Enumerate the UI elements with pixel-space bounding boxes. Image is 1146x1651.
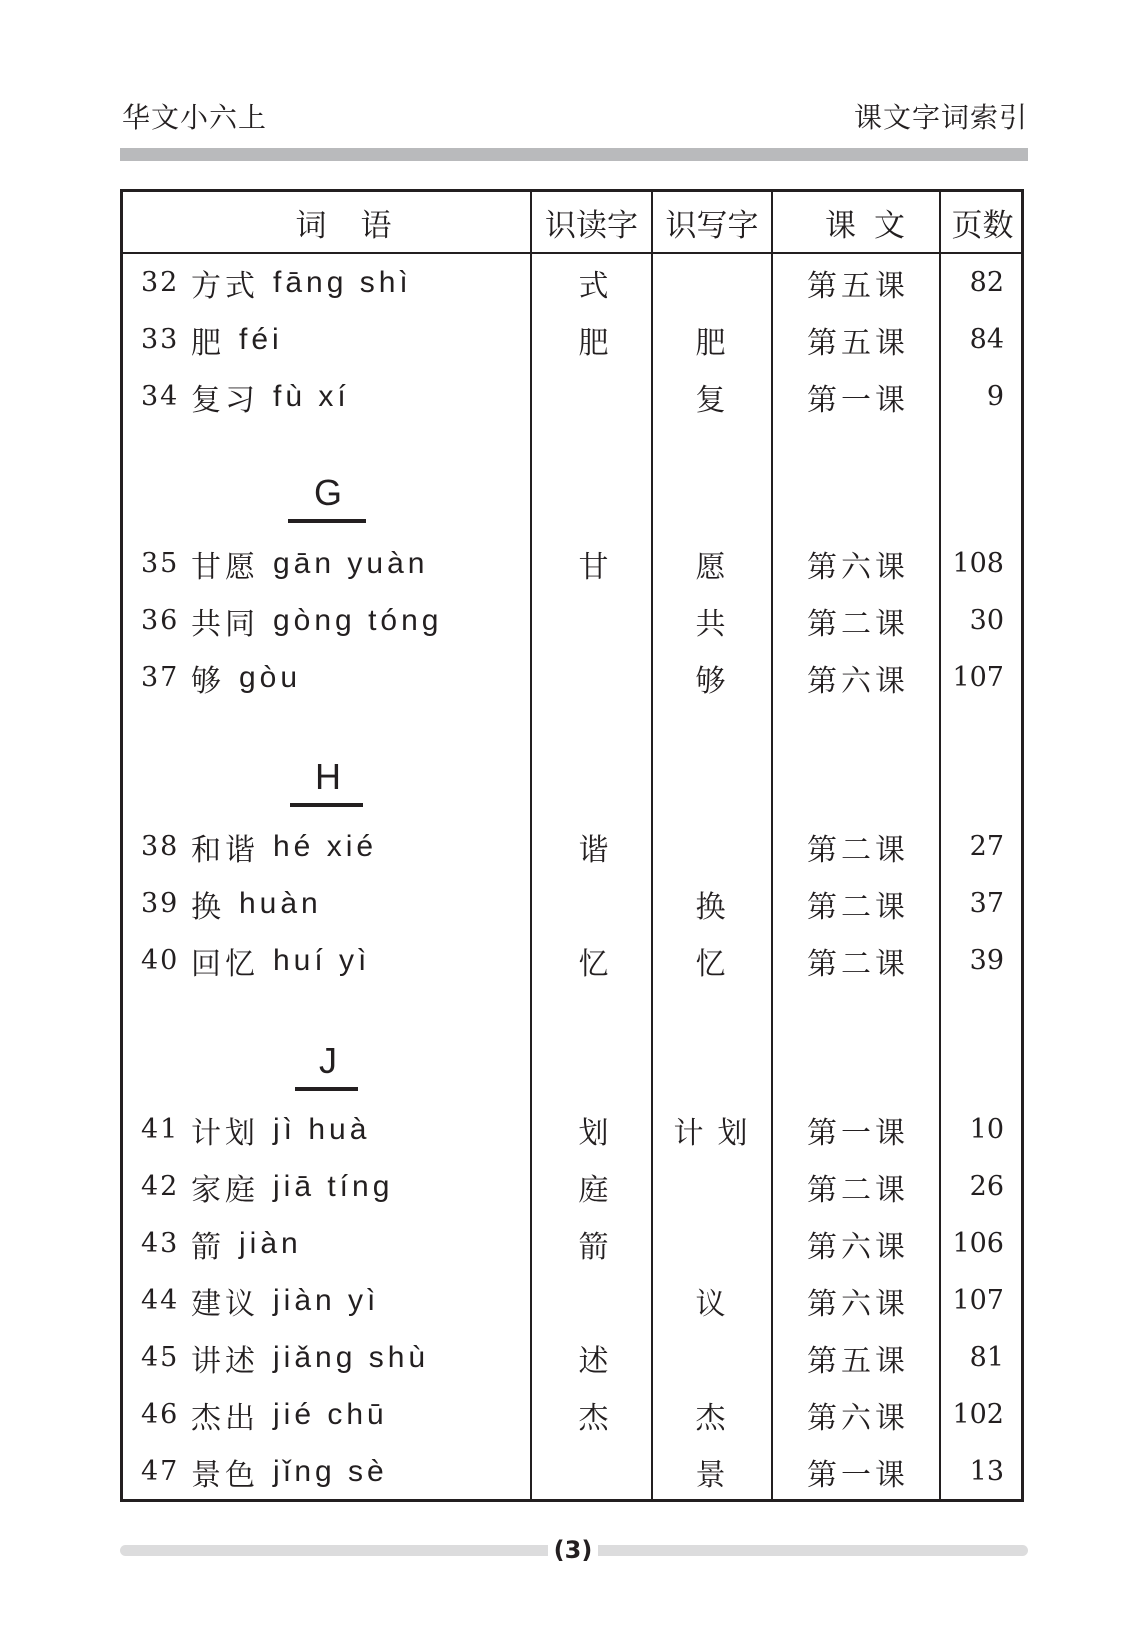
entry-number: 38: [141, 831, 180, 862]
page-ref: 39: [969, 945, 1004, 976]
lesson: 第二课: [807, 832, 909, 868]
entry-hanzi: 共同: [191, 606, 259, 642]
entry-word: [191, 1101, 370, 1158]
entry-word: [191, 1215, 302, 1272]
entry-word: [191, 1386, 388, 1443]
write-char: 计划: [673, 1115, 762, 1151]
lesson: 第一课: [807, 382, 909, 418]
write-char: [654, 1215, 774, 1272]
entry-number: 32: [141, 267, 180, 298]
entry-word: [191, 932, 370, 989]
entry-pinyin: jiǎng shù: [273, 1340, 430, 1374]
entry-word: [191, 649, 301, 706]
write-char: 肥: [695, 325, 740, 361]
letter-section-heading: [123, 748, 533, 818]
book-title: 华文小六上: [122, 101, 268, 134]
entry-pinyin: gòng tóng: [273, 603, 443, 637]
write-char: [654, 1158, 774, 1215]
read-char: 庭: [578, 1172, 609, 1208]
read-char: [533, 592, 654, 649]
lesson: 第六课: [807, 1286, 909, 1322]
column-header-read-char: 识读字: [545, 207, 638, 244]
read-char: 甘: [578, 549, 609, 585]
table-row: [123, 1443, 1021, 1500]
entry-hanzi: 方式: [191, 268, 259, 304]
entry-number: 35: [141, 548, 180, 579]
entry-pinyin: hé xié: [273, 829, 378, 863]
entry-number: 43: [141, 1228, 180, 1259]
page-ref: 84: [969, 324, 1004, 355]
page-ref: 82: [969, 267, 1004, 298]
page-ref: 13: [969, 1456, 1004, 1487]
write-char: 复: [695, 382, 740, 418]
entry-word: [191, 1158, 393, 1215]
entry-number: 45: [141, 1342, 180, 1373]
entry-word: [191, 1329, 429, 1386]
entry-word: [191, 368, 350, 425]
entry-number: 42: [141, 1171, 180, 1202]
entry-pinyin: fāng shì: [273, 265, 412, 299]
read-char: 肥: [578, 325, 609, 361]
entry-word: [191, 535, 428, 592]
column-header-write-char: 识写字: [665, 207, 759, 244]
entry-pinyin: gān yuàn: [273, 546, 429, 580]
entry-hanzi: 和谐: [191, 832, 259, 868]
entry-pinyin: fù xí: [273, 379, 350, 413]
table-row: [123, 1215, 1021, 1272]
entry-word: [191, 1272, 379, 1329]
entry-pinyin: jiàn: [239, 1226, 302, 1260]
entry-word: [191, 254, 412, 311]
page-ref: 27: [969, 831, 1004, 862]
table-row: [123, 1329, 1021, 1386]
write-char: 共: [695, 606, 740, 642]
entry-hanzi: 计划: [191, 1115, 259, 1151]
entry-word: [191, 592, 442, 649]
lesson: 第五课: [807, 325, 909, 361]
entry-hanzi: 家庭: [191, 1172, 259, 1208]
table-row: [123, 535, 1021, 592]
lesson: 第六课: [807, 549, 909, 585]
table-row: [123, 1386, 1021, 1443]
lesson: 第一课: [807, 1457, 909, 1493]
page-ref: 107: [952, 1285, 1004, 1316]
entry-word: [191, 875, 322, 932]
entry-hanzi: 杰出: [191, 1400, 259, 1436]
entry-number: 44: [141, 1285, 180, 1316]
entry-pinyin: jiàn yì: [273, 1283, 380, 1317]
entry-number: 39: [141, 888, 180, 919]
section-underline: [295, 1087, 358, 1091]
read-char: [533, 649, 654, 706]
entry-hanzi: 讲述: [191, 1343, 259, 1379]
entry-number: 33: [141, 324, 180, 355]
table-row: [123, 818, 1021, 875]
word-index-table: [120, 189, 1024, 1502]
table-row: [123, 1272, 1021, 1329]
entry-pinyin: jǐng sè: [273, 1454, 388, 1488]
column-header-lesson: 课文: [825, 207, 923, 244]
write-char: 够: [695, 663, 740, 699]
entry-number: 37: [141, 662, 180, 693]
page-ref: 102: [952, 1399, 1004, 1430]
table-row: [123, 649, 1021, 706]
entry-hanzi: 景色: [191, 1457, 259, 1493]
lesson: 第一课: [807, 1115, 909, 1151]
entry-number: 41: [141, 1114, 180, 1145]
write-char: 愿: [695, 549, 740, 585]
page-ref: 81: [969, 1342, 1004, 1373]
lesson: 第二课: [807, 889, 909, 925]
entry-number: 40: [141, 945, 180, 976]
lesson: 第六课: [807, 663, 909, 699]
page-ref: 108: [952, 548, 1004, 579]
entry-hanzi: 箭: [191, 1229, 225, 1265]
entry-pinyin: jiā tíng: [273, 1169, 394, 1203]
lesson: 第六课: [807, 1400, 909, 1436]
page-number: (3): [0, 1536, 1146, 1564]
entry-word: [191, 311, 283, 368]
write-char: 杰: [695, 1400, 740, 1436]
read-char: 杰: [578, 1400, 609, 1436]
section-letter: H: [315, 756, 341, 797]
read-char: 划: [578, 1115, 609, 1151]
read-char: 述: [578, 1343, 609, 1379]
entry-pinyin: féi: [239, 322, 283, 356]
page-ref: 9: [986, 381, 1004, 412]
table-row: [123, 592, 1021, 649]
entry-hanzi: 回忆: [191, 946, 259, 982]
entry-pinyin: gòu: [239, 660, 302, 694]
entry-pinyin: huí yì: [273, 943, 371, 977]
entry-pinyin: jié chū: [273, 1397, 388, 1431]
table-row: [123, 311, 1021, 368]
read-char: [533, 368, 654, 425]
entry-hanzi: 肥: [191, 325, 225, 361]
entry-pinyin: jì huà: [273, 1112, 371, 1146]
write-char: 议: [695, 1286, 740, 1322]
entry-number: 36: [141, 605, 180, 636]
write-char: [654, 1329, 774, 1386]
column-header-page: 页数: [951, 207, 1014, 244]
write-char: [654, 818, 774, 875]
lesson: 第五课: [807, 268, 909, 304]
entry-word: [191, 818, 377, 875]
write-char: 换: [695, 889, 740, 925]
entry-hanzi: 够: [191, 663, 225, 699]
lesson: 第五课: [807, 1343, 909, 1379]
section-title: 课文字词索引: [853, 101, 1028, 134]
read-char: [533, 1443, 654, 1500]
entry-number: 34: [141, 381, 180, 412]
entry-number: 47: [141, 1456, 180, 1487]
table-row: [123, 932, 1021, 989]
table-row: [123, 368, 1021, 425]
read-char: 忆: [578, 946, 609, 982]
section-underline: [290, 803, 363, 807]
entry-pinyin: huàn: [239, 886, 322, 920]
page-ref: 107: [952, 662, 1004, 693]
entry-hanzi: 复习: [191, 382, 259, 418]
page-ref: 37: [969, 888, 1004, 919]
read-char: 式: [578, 268, 609, 304]
page-ref: 30: [969, 605, 1004, 636]
letter-section-heading: [123, 464, 533, 534]
page-ref: 10: [969, 1114, 1004, 1145]
table-row: [123, 1101, 1021, 1158]
write-char: 景: [695, 1457, 740, 1493]
lesson: 第六课: [807, 1229, 909, 1265]
lesson: 第二课: [807, 606, 909, 642]
table-row: [123, 254, 1021, 311]
read-char: [533, 875, 654, 932]
entry-number: 46: [141, 1399, 180, 1430]
entry-hanzi: 甘愿: [191, 549, 259, 585]
entry-word: [191, 1443, 388, 1500]
entry-hanzi: 建议: [191, 1286, 259, 1322]
entry-hanzi: 换: [191, 889, 225, 925]
write-char: [654, 254, 774, 311]
column-header-word: 词语: [295, 207, 426, 244]
write-char: 忆: [695, 946, 740, 982]
lesson: 第二课: [807, 946, 909, 982]
table-row: [123, 1158, 1021, 1215]
section-letter: J: [319, 1040, 337, 1081]
section-underline: [288, 519, 366, 523]
table-row: [123, 875, 1021, 932]
read-char: 箭: [578, 1229, 609, 1265]
header-divider-bar: [120, 148, 1028, 161]
read-char: [533, 1272, 654, 1329]
section-letter: G: [313, 472, 342, 513]
letter-section-heading: [123, 1032, 533, 1102]
page-ref: 26: [969, 1171, 1004, 1202]
read-char: 谐: [578, 832, 609, 868]
page-ref: 106: [952, 1228, 1004, 1259]
lesson: 第二课: [807, 1172, 909, 1208]
